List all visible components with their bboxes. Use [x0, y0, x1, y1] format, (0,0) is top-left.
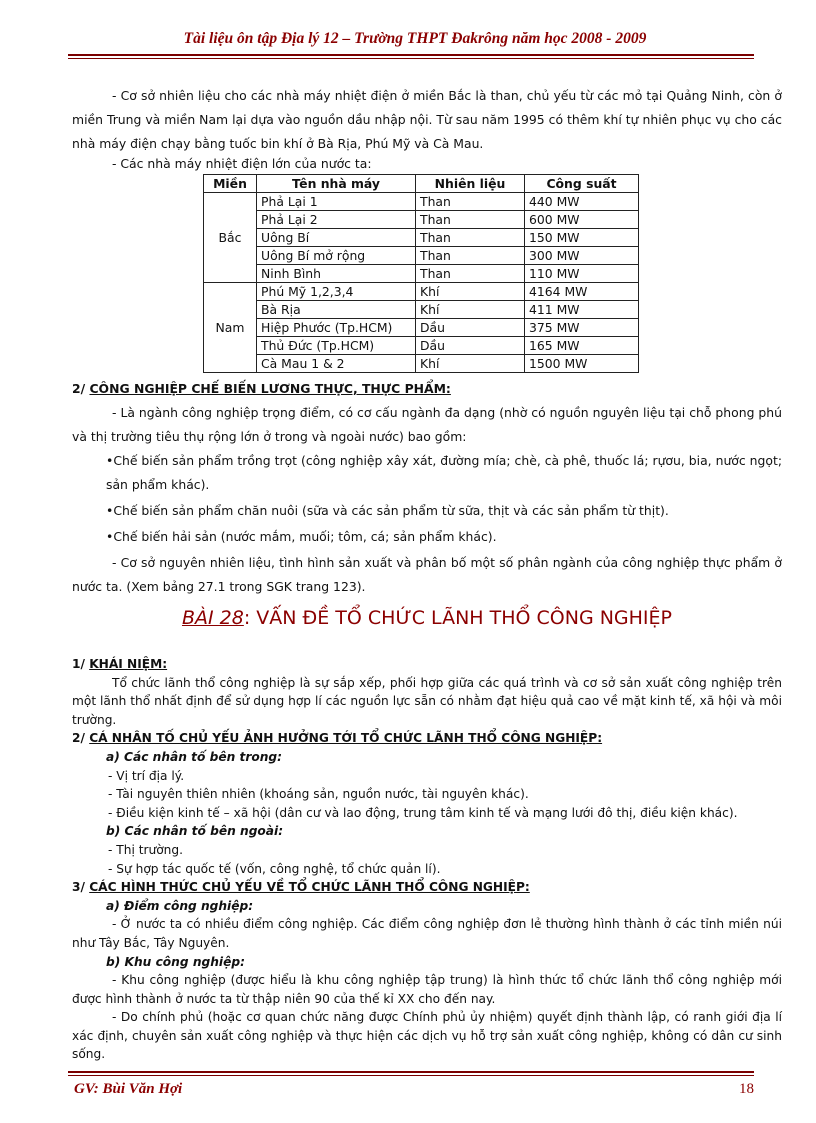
col-fuel: Nhiên liệu: [416, 175, 525, 193]
capacity-cell: 300 MW: [525, 247, 639, 265]
section-heading-concept: 1/ KHÁI NIỆM:: [72, 657, 168, 671]
plant-cell: Thủ Đức (Tp.HCM): [257, 337, 416, 355]
bullet-item: •Chế biến sản phẩm trồng trọt (công nghiệp xây xát, đường mía; chè, cà phê, thuốc lá; rựơu, bia, nước ngọt; sản phẩm khác).: [106, 453, 782, 492]
lesson-number: BÀI 28: [181, 607, 244, 629]
table-row: [204, 319, 639, 337]
paragraph-concept: Tổ chức lãnh thổ công nghiệp là sự sắp xếp, phối hợp giữa các quá trình và cơ sở sản xuất công nghiệp trên một lãnh thổ nhất định để sử dụng hợp lí các nguồn lực sẵn có nhằm đạt hiệu quả cao về mặt kinh tế, xã hội và môi trường.: [72, 675, 782, 727]
table-row: [204, 301, 639, 319]
list-item: - Điều kiện kinh tế – xã hội (dân cư và lao động, trung tâm kinh tế và mạng lưới đô thị, điều kiện khác).: [108, 805, 738, 820]
capacity-cell: 600 MW: [525, 211, 639, 229]
table-row: [204, 265, 639, 283]
bullet-icon: •: [106, 503, 114, 518]
section-heading-factors: 2/ CÁ NHÂN TỐ CHỦ YẾU ẢNH HƯỞNG TỚI TỔ CHỨC LÃNH THỔ CÔNG NGHIỆP:: [72, 731, 603, 746]
capacity-cell: 375 MW: [525, 319, 639, 337]
table-header-row: [204, 175, 639, 193]
paragraph-industrial-zone-2: - Do chính phủ (hoặc cơ quan chức năng được Chính phủ ủy nhiệm) quyết định thành lập, có ranh giới địa lí xác định, chuyên sản xuất công nghiệp và thực hiện các dịch vụ hỗ trợ sản xuất công nghiệp, không có dân cư sinh sống.: [72, 1010, 782, 1062]
list-item: - Sự hợp tác quốc tế (vốn, công nghệ, tổ chức quản lí).: [108, 861, 441, 876]
subheading-external: b) Các nhân tố bên ngoài:: [106, 824, 284, 839]
col-plant: Tên nhà máy: [257, 175, 416, 193]
power-plants-table: [203, 174, 639, 373]
plant-cell: Phả Lại 2: [257, 211, 416, 229]
paragraph-industrial-zone-1: - Khu công nghiệp (được hiểu là khu công nghiệp tập trung) là hình thức tổ chức lãnh thổ công nghiệp mới được hình thành ở nước ta từ thập niên 90 của thế kỉ XX cho đến nay.: [72, 973, 782, 1006]
region-cell: Bắc: [204, 193, 257, 283]
header-rule: [68, 54, 754, 59]
footer-teacher: GV: Bùi Văn Hợi: [74, 1081, 183, 1097]
table-row: [204, 355, 639, 373]
capacity-cell: 411 MW: [525, 301, 639, 319]
capacity-cell: 440 MW: [525, 193, 639, 211]
table-row: [204, 247, 639, 265]
table-row: [204, 193, 639, 211]
list-item: - Tài nguyên thiên nhiên (khoáng sản, nguồn nước, tài nguyên khác).: [108, 787, 529, 802]
capacity-cell: 150 MW: [525, 229, 639, 247]
table-row: [204, 283, 639, 301]
subheading-internal: a) Các nhân tố bên trong:: [106, 749, 283, 764]
fuel-cell: Khí: [416, 283, 525, 301]
col-capacity: Công suất: [525, 175, 639, 193]
table-row: [204, 211, 639, 229]
plant-cell: Uông Bí: [257, 229, 416, 247]
col-region: Miền: [204, 175, 257, 193]
bullet-item: •Chế biến sản phẩm chăn nuôi (sữa và các sản phẩm từ sữa, thịt và các sản phẩm từ thịt).: [106, 503, 669, 518]
fuel-cell: Dầu: [416, 319, 525, 337]
section-heading-forms: 3/ CÁC HÌNH THỨC CHỦ YẾU VỀ TỔ CHỨC LÃNH THỔ CÔNG NGHIỆP:: [72, 880, 530, 895]
paragraph-food-sources: - Cơ sở nguyên nhiên liệu, tình hình sản xuất và phân bố một số phân ngành của công nghiệp thực phẩm ở nước ta. (Xem bảng 27.1 trong SGK trang 123).: [72, 555, 782, 594]
section-number: 2/: [72, 381, 90, 396]
region-cell: Nam: [204, 283, 257, 373]
fuel-cell: Khí: [416, 301, 525, 319]
list-item: - Thị trường.: [108, 842, 184, 857]
subheading-industrial-zone: b) Khu công nghiệp:: [106, 954, 245, 969]
table-row: [204, 229, 639, 247]
page-content: [72, 84, 782, 1064]
fuel-cell: Khí: [416, 355, 525, 373]
footer-rule: [68, 1071, 754, 1076]
capacity-cell: 1500 MW: [525, 355, 639, 373]
bullet-item: •Chế biến hải sản (nước mắm, muối; tôm, cá; sản phẩm khác).: [106, 529, 497, 544]
lesson-title: [72, 605, 782, 631]
capacity-cell: 4164 MW: [525, 283, 639, 301]
page-header: Tài liệu ôn tập Địa lý 12 – Trường THPT Đakrông năm học 2008 - 2009: [183, 30, 647, 47]
lesson-body: [72, 655, 782, 1064]
paragraph-fuel: - Cơ sở nhiên liệu cho các nhà máy nhiệt điện ở miền Bắc là than, chủ yếu từ các mỏ tại Quảng Ninh, còn ở miền Trung và miền Nam lại dựa vào nguồn dầu nhập nội. Từ sau năm 1995 có thêm khí tự nhiên phục vụ cho các nhà máy điện chạy bằng tuốc bin khí ở Bà Rịa, Phú Mỹ và Cà Mau.: [72, 88, 782, 151]
table-row: [204, 337, 639, 355]
plant-cell: Cà Mau 1 & 2: [257, 355, 416, 373]
section-heading-food: [72, 377, 782, 401]
list-item: - Vị trí địa lý.: [108, 768, 185, 783]
plant-cell: Phú Mỹ 1,2,3,4: [257, 283, 416, 301]
plant-cell: Ninh Bình: [257, 265, 416, 283]
bullet-icon: •: [106, 529, 114, 544]
capacity-cell: 165 MW: [525, 337, 639, 355]
fuel-cell: Than: [416, 193, 525, 211]
plant-cell: Phả Lại 1: [257, 193, 416, 211]
fuel-cell: Than: [416, 247, 525, 265]
fuel-cell: Than: [416, 211, 525, 229]
plant-cell: Bà Rịa: [257, 301, 416, 319]
plant-cell: Uông Bí mở rộng: [257, 247, 416, 265]
fuel-cell: Dầu: [416, 337, 525, 355]
lesson-name: : VẤN ĐỀ TỔ CHỨC LÃNH THỔ CÔNG NGHIỆP: [243, 607, 672, 629]
fuel-cell: Than: [416, 265, 525, 283]
capacity-cell: 110 MW: [525, 265, 639, 283]
page-number: 18: [739, 1081, 754, 1097]
subheading-industrial-point: a) Điểm công nghiệp:: [106, 898, 254, 913]
plant-cell: Hiệp Phước (Tp.HCM): [257, 319, 416, 337]
bullet-icon: •: [106, 453, 114, 468]
paragraph-plants-intro: - Các nhà máy nhiệt điện lớn của nước ta:: [112, 156, 372, 171]
paragraph-industrial-point: - Ở nước ta có nhiều điểm công nghiệp. Các điểm công nghiệp đơn lẻ thường hình thành ở các tỉnh miền núi như Tây Bắc, Tây Nguyên.: [72, 917, 782, 950]
fuel-cell: Than: [416, 229, 525, 247]
section-title: CÔNG NGHIỆP CHẾ BIẾN LƯƠNG THỰC, THỰC PHẨM:: [89, 381, 451, 396]
paragraph-food-intro: - Là ngành công nghiệp trọng điểm, có cơ cấu ngành đa dạng (nhờ có nguồn nguyên liệu tại chỗ phong phú và thị trường tiêu thụ rộng lớn ở trong và ngoài nước) bao gồm:: [72, 405, 782, 444]
